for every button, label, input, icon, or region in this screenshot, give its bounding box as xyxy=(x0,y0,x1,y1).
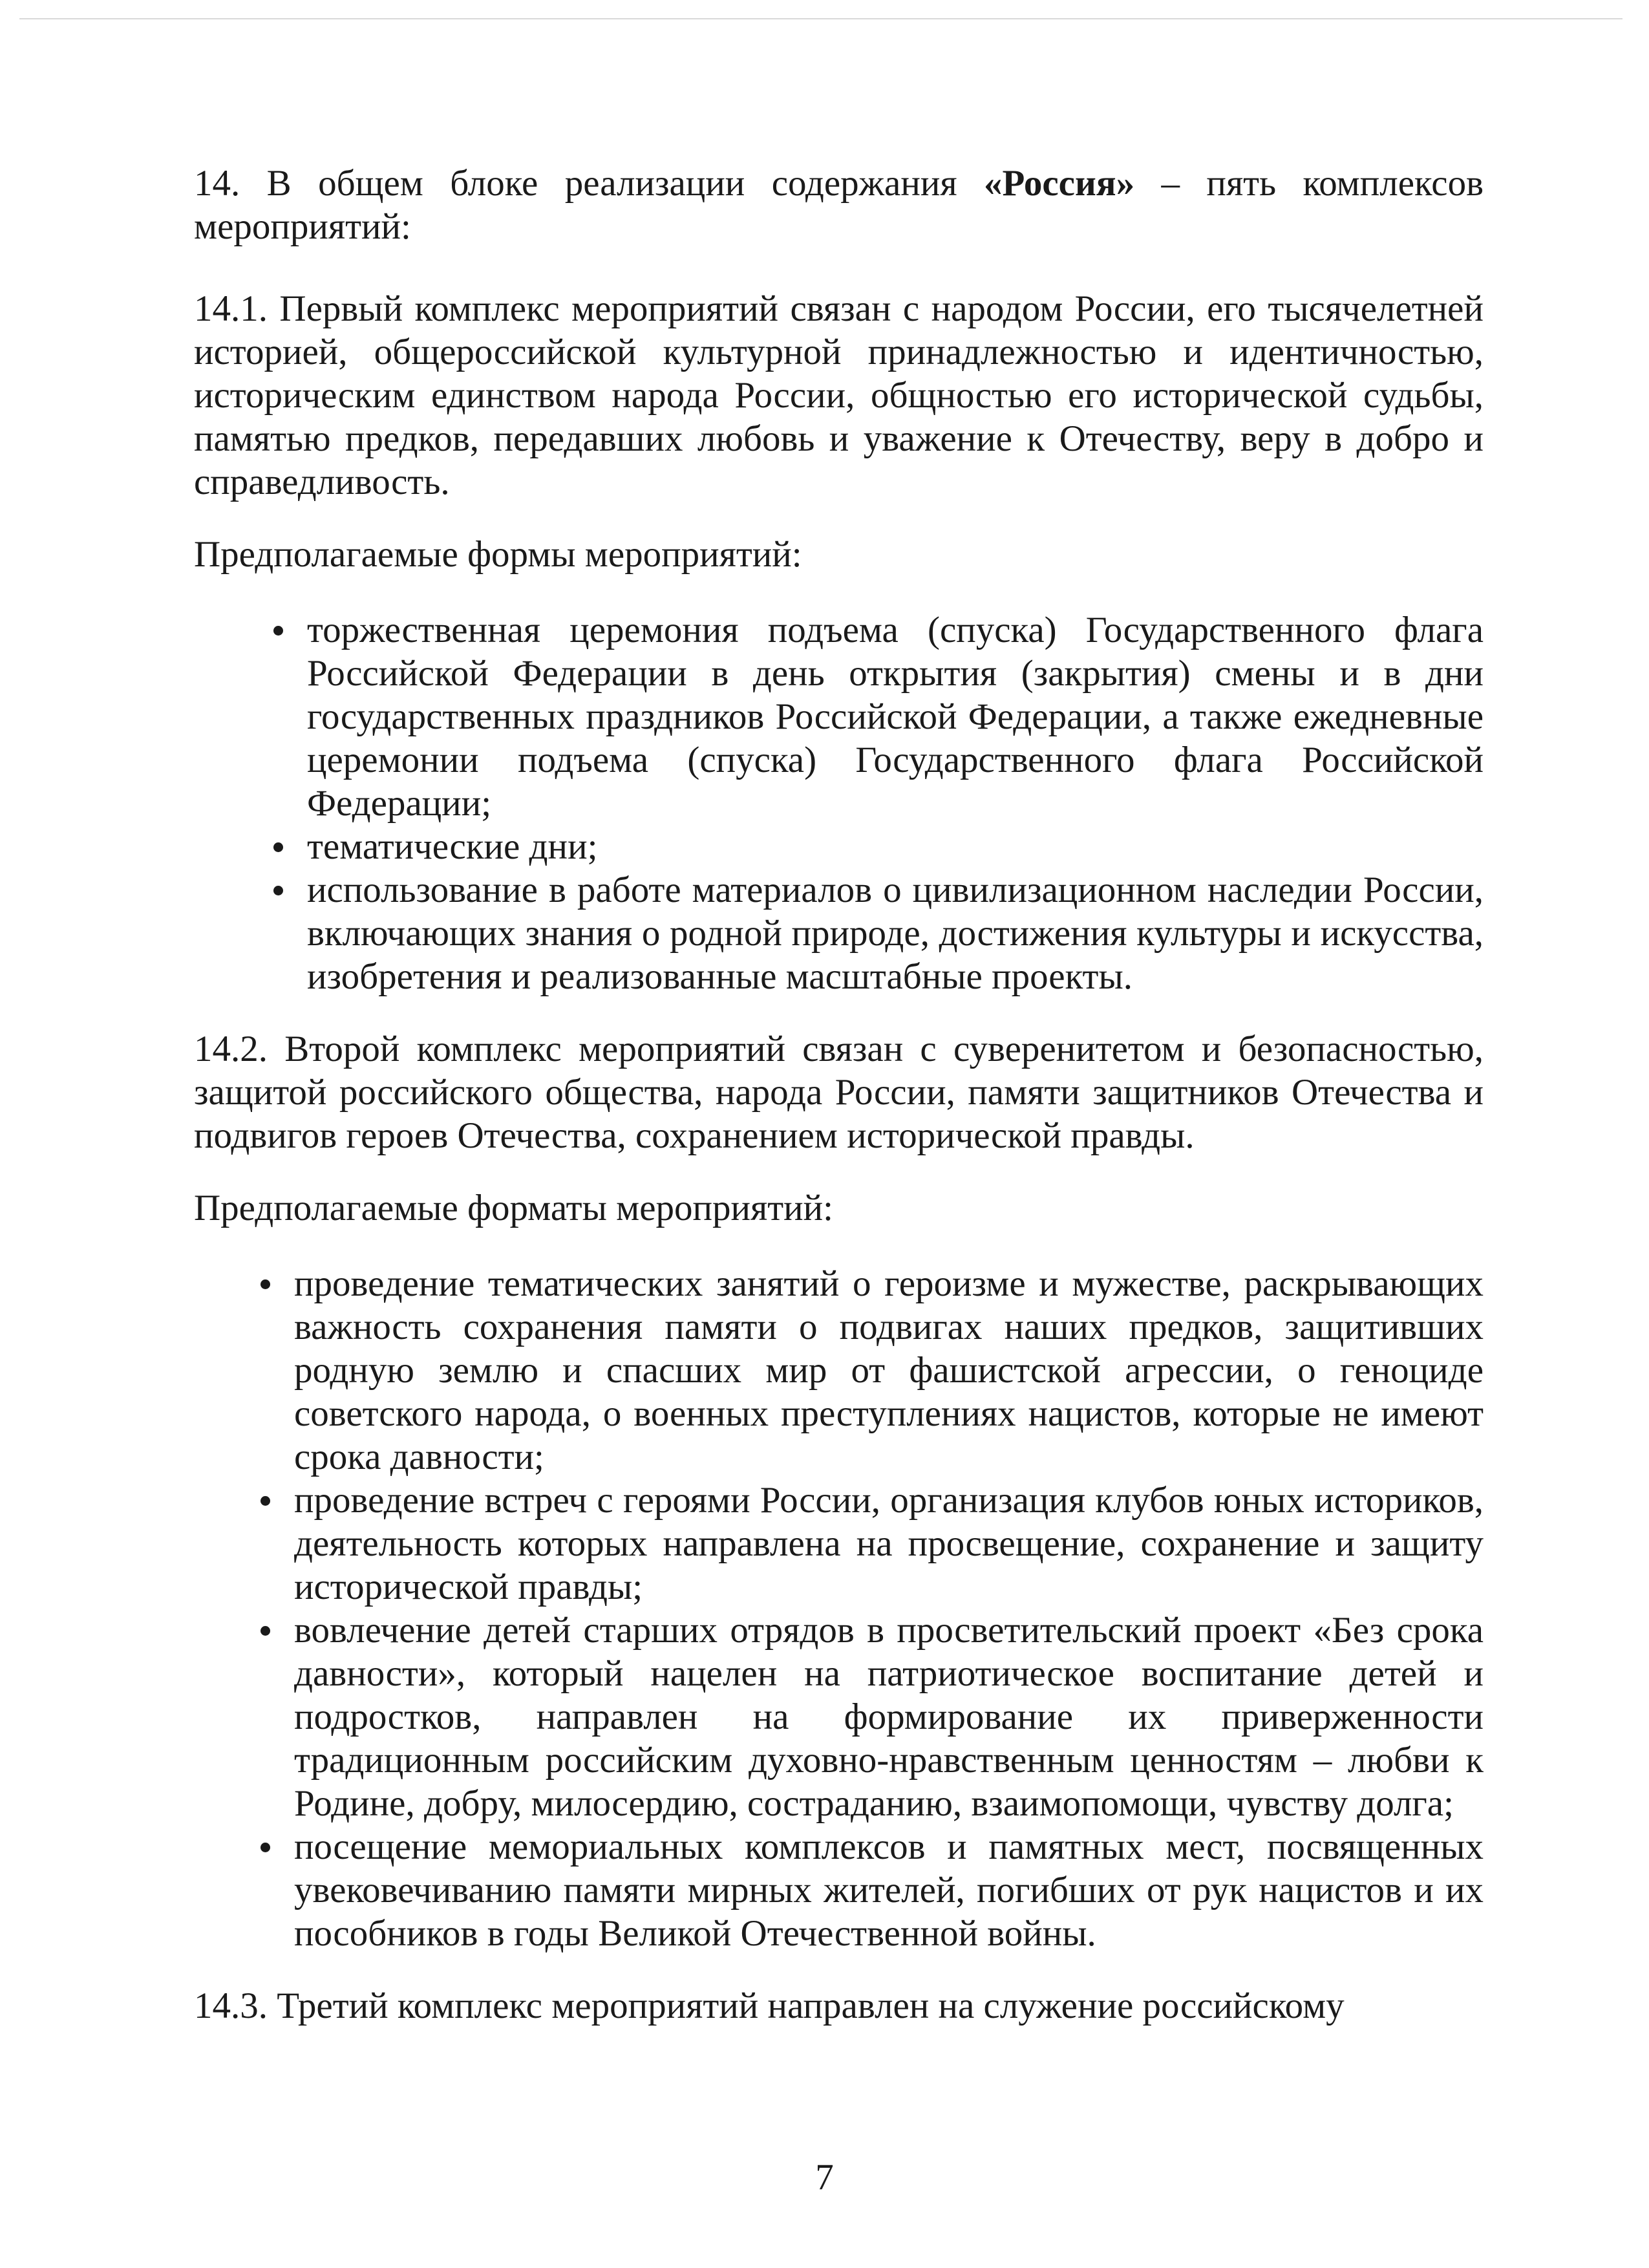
bullet-icon xyxy=(261,1279,270,1289)
bullet-icon xyxy=(273,842,283,852)
list-item xyxy=(294,1825,1484,1955)
list-item xyxy=(307,868,1484,998)
bullet-icon xyxy=(261,1626,270,1636)
list-item-text: посещение мемориальных комплексов и памятных мест, посвященных увековечиванию памяти мирных жителей, погибших от рук нацистов и их пособников в годы Великой Отечественной войны. xyxy=(294,1826,1484,1954)
list-item-text: вовлечение детей старших отрядов в просветительский проект «Без срока давности», который нацелен на патриотическое воспитание детей и подростков, направлен на формирование их приверженности традиционным российским духовно-нравственным ценностям – любви к Родине, добру, милосердию, состраданию, взаимопомощи, чувству долга; xyxy=(294,1610,1484,1824)
paragraph-14 xyxy=(194,162,1484,248)
page-number: 7 xyxy=(815,2157,834,2198)
russia-title: «Россия» xyxy=(983,163,1135,204)
document-page xyxy=(194,162,1484,2027)
formats-heading: Предполагаемые форматы мероприятий: xyxy=(194,1188,833,1228)
scan-edge-line xyxy=(19,18,1622,19)
bullet-icon xyxy=(261,1496,270,1506)
list-item-text: тематические дни; xyxy=(307,826,598,867)
bullet-icon xyxy=(273,626,283,636)
paragraph-14-1: 14.1. Первый комплекс мероприятий связан с народом России, его тысячелетней историей, общероссийской культурной принадлежностью и идентичностью, историческим единством народа России, общностью его исторической судьбы, памятью предков, передавших любовь и уважение к Отечеству, веру в добро и справедливость. xyxy=(194,288,1484,502)
paragraph-14-2: 14.2. Второй комплекс мероприятий связан с суверенитетом и безопасностью, защитой российского общества, народа России, памяти защитников Отечества и подвигов героев Отечества, сохранением исторической правды. xyxy=(194,1029,1484,1156)
bullet-icon xyxy=(261,1843,270,1852)
paragraph-14-text-end: – пять комплексов мероприятий: xyxy=(194,163,1484,247)
list-item xyxy=(307,825,1484,868)
list-item-text: проведение тематических занятий о героизме и мужестве, раскрывающих важность сохранения памяти о подвигах наших предков, защитивших родную землю и спасших мир от фашистской агрессии, о геноциде советского народа, о военных преступлениях нацистов, которые не имеют срока давности; xyxy=(294,1263,1484,1477)
forms-heading: Предполагаемые формы мероприятий: xyxy=(194,534,802,575)
list-item xyxy=(294,1262,1484,1479)
list-item-text: проведение встреч с героями России, организация клубов юных историков, деятельность которых направлена на просвещение, сохранение и защиту исторической правды; xyxy=(294,1480,1484,1607)
list-item xyxy=(307,608,1484,825)
list-item-text: торжественная церемония подъема (спуска) Государственного флага Российской Федерации в день открытия (закрытия) смены и в дни государственных праздников Российской Федерации, а также ежедневные церемонии подъема (спуска) Государственного флага Российской Федерации; xyxy=(307,610,1484,824)
list-item-text: использование в работе материалов о цивилизационном наследии России, включающих знания о родной природе, достижения культуры и искусства, изобретения и реализованные масштабные проекты. xyxy=(307,870,1484,997)
bullet-icon xyxy=(273,886,283,895)
forms-list xyxy=(194,608,1484,998)
list-item xyxy=(294,1479,1484,1609)
paragraph-14-text: 14. В общем блоке реализации содержания xyxy=(194,163,984,204)
paragraph-14-3: 14.3. Третий комплекс мероприятий направлен на служение российскому xyxy=(194,1985,1345,2026)
list-item xyxy=(294,1609,1484,1825)
formats-list xyxy=(194,1262,1484,1955)
